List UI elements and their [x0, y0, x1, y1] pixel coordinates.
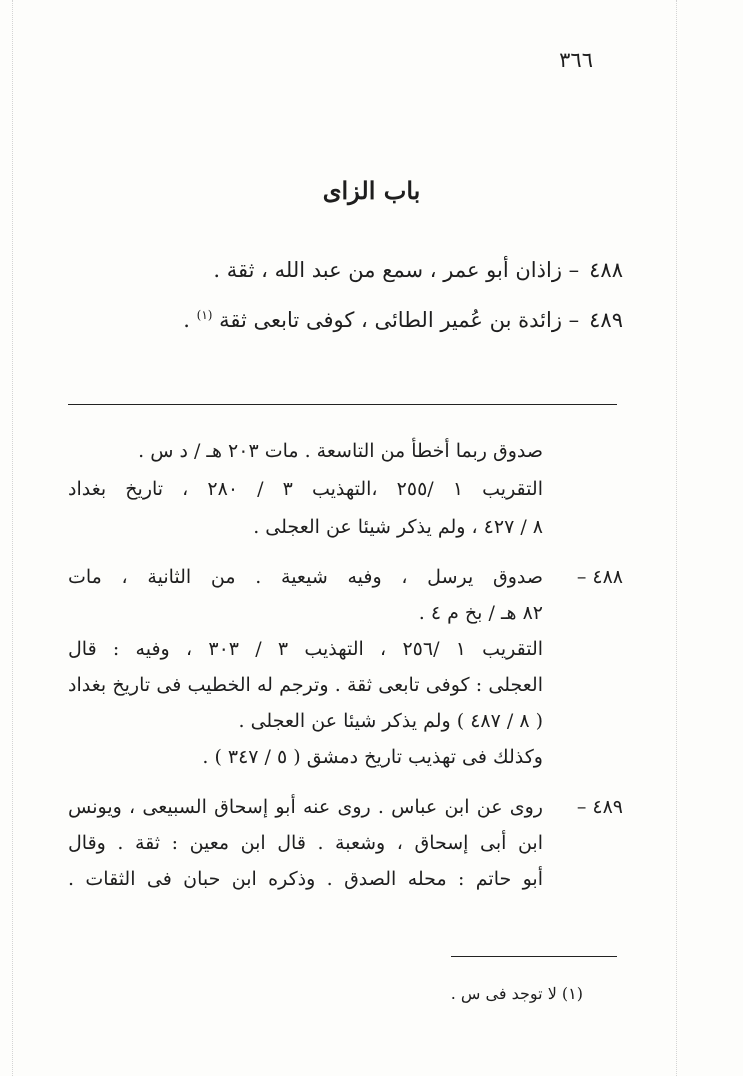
note-line: صدوق ربما أخطأ من التاسعة . مات ٢٠٣ هـ / د س .	[138, 440, 543, 462]
section-heading: باب الزاى	[322, 176, 421, 205]
footnote-marker: (١)	[196, 308, 213, 322]
note-line: وكذلك فى تهذيب تاريخ دمشق ( ٥ / ٣٤٧ ) .	[202, 746, 543, 768]
entry-tail: .	[183, 308, 197, 332]
footnote-rule	[451, 956, 617, 957]
entry-488: ٤٨٨– زاذان أبو عمر ، سمع من عبد الله ، ثقة .	[213, 258, 623, 282]
note-line: التقريب ١ /٢٥٦ ، التهذيب ٣ / ٣٠٣ ، وفيه : قال	[68, 638, 544, 660]
note-line: روى عن ابن عباس . روى عنه أبو إسحاق السبيعى ، ويونس	[68, 796, 543, 818]
note-line: ( ٨ / ٤٨٧ ) ولم يذكر شيئا عن العجلى .	[238, 710, 543, 732]
entry-number: ٤٨٨	[589, 258, 623, 282]
margin-guide	[12, 0, 13, 1076]
entry-text: زائدة بن عُمير الطائى ، كوفى تابعى ثقة	[219, 308, 562, 332]
notes-separator	[68, 404, 617, 405]
note-line: ٨٢ هـ / بخ م ٤ .	[418, 602, 543, 624]
entry-489: ٤٨٩– زائدة بن عُمير الطائى ، كوفى تابعى ثقة $^{(١)}$ .	[183, 308, 623, 332]
entry-number: ٤٨٩	[589, 308, 623, 332]
footnote: (١) لا توجد فى س .	[450, 984, 583, 1003]
page-number: ٣٦٦	[559, 48, 593, 72]
note-line: العجلى : كوفى تابعى ثقة . وترجم له الخطيب فى تاريخ بغداد	[68, 674, 543, 696]
entry-text: زاذان أبو عمر ، سمع من عبد الله ، ثقة .	[213, 258, 562, 282]
note-number-489: ٤٨٩ –	[576, 796, 623, 818]
note-line: ابن أبى إسحاق ، وشعبة . قال ابن معين : ثقة . وقال	[68, 832, 543, 854]
note-number-488: ٤٨٨ –	[576, 566, 623, 588]
note-line: ٨ / ٤٢٧ ، ولم يذكر شيئا عن العجلى .	[253, 516, 543, 538]
note-line: صدوق يرسل ، وفيه شيعية . من الثانية ، مات	[68, 566, 543, 588]
note-line: التقريب ١ /٢٥٥ ،التهذيب ٣ / ٢٨٠ ، تاريخ بغداد	[68, 478, 543, 500]
margin-guide	[676, 0, 677, 1076]
note-line: أبو حاتم : محله الصدق . وذكره ابن حبان فى الثقات .	[68, 868, 543, 890]
